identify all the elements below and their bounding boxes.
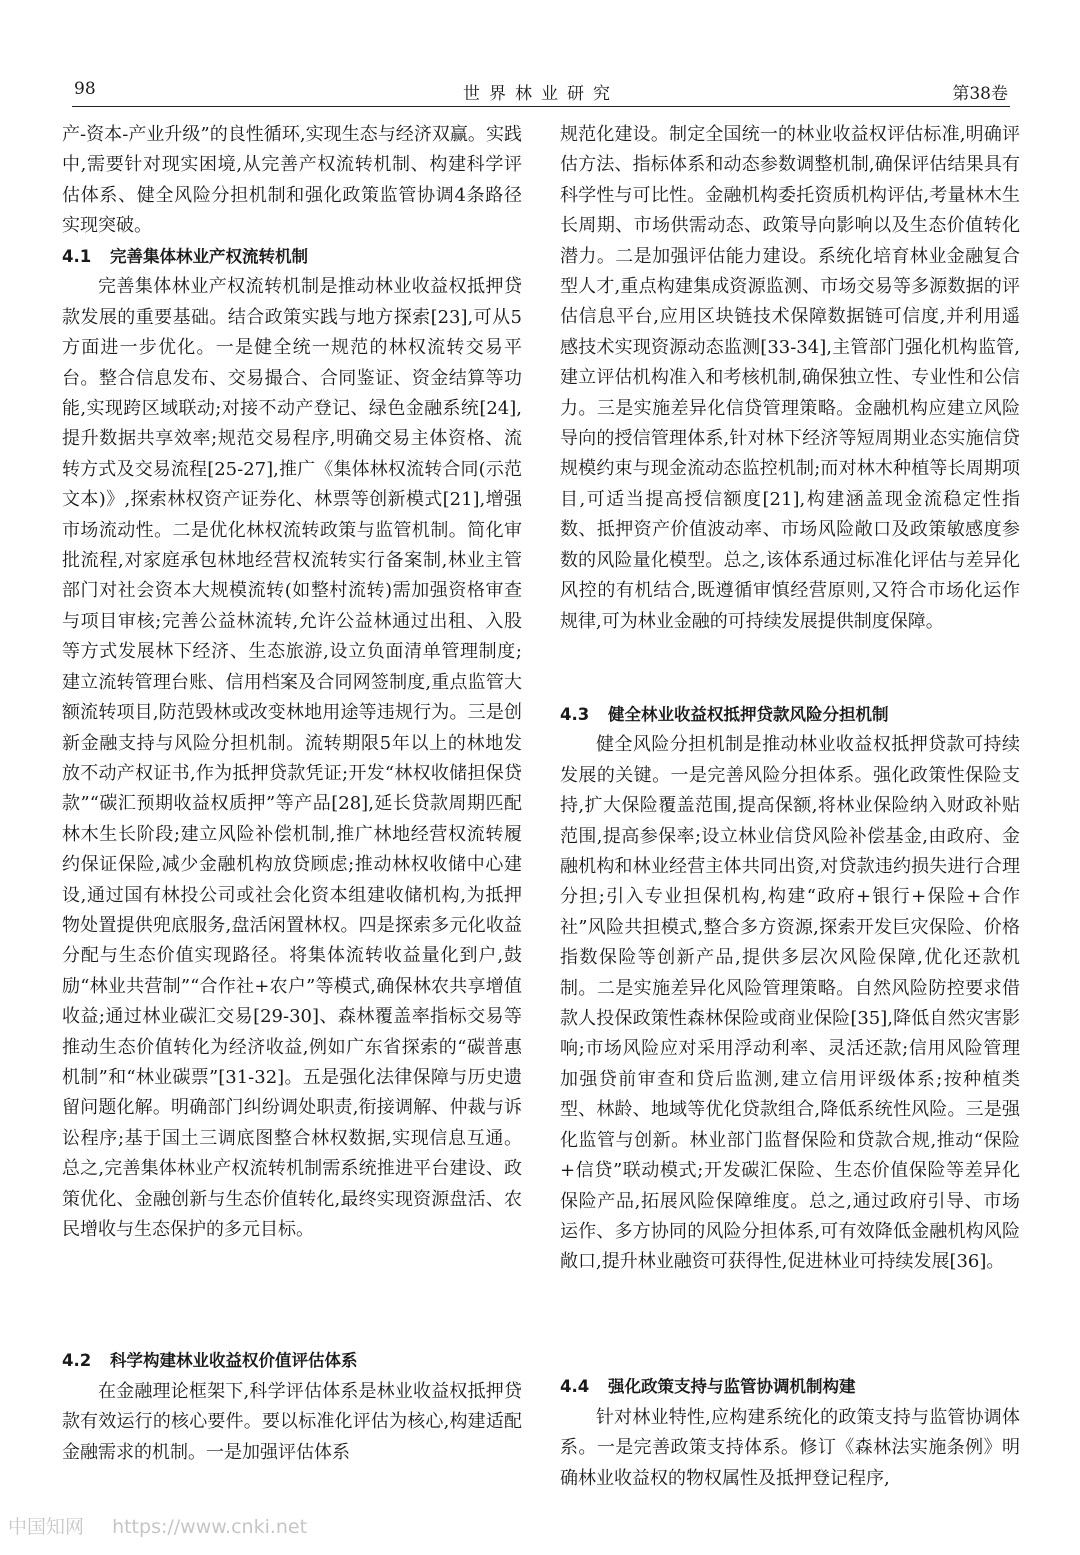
cnki-url: https://www.cnki.net <box>112 1516 308 1538</box>
section-title: 科学构建林业收益权价值评估体系 <box>110 1351 358 1371</box>
section-body-4-3: 健全风险分担机制是推动林业收益权抵押贷款可持续发展的关键。一是完善风险分担体系。强化政策性保险支持,扩大保险覆盖范围,提高保额,将林业保险纳入财政补贴范围,提高参保率;设立林业信贷风险补偿基金,由政府、金融机构和林业经营主体共同出资,对贷款违约损失进行合理分担;引入专业担保机构,构建“政府+银行+保险+合作社”风险共担模式,整合多方资源,探索开发巨灾保险、价格指数保险等创新产品,提供多层次风险保障,优化还款机制。二是实施差异化风险管理策略。自然风险防控要求借款人投保政策性森林保险或商业保险[35],降低自然灾害影响;市场风险应对采用浮动利率、灵活还款;信用风险管理加强贷前审查和贷后监测,建立信用评级体系;按种植类型、林龄、地域等优化贷款组合,降低系统性风险。三是强化监管与创新。林业部门监督保险和贷款合规,推动“保险+信贷”联动模式;开发碳汇保险、生态价值保险等差异化保险产品,拓展风险保障维度。总之,通过政府引导、市场运作、多方协同的风险分担体系,可有效降低金融机构风险敞口,提升林业融资可获得性,促进林业可持续发展[36]。 <box>560 734 1020 1273</box>
continuation-paragraph: 规范化建设。制定全国统一的林业收益权评估标准,明确评估方法、指标体系和动态参数调整机制,确保评估结果具有科学性与可比性。金融机构委托资质机构评估,考量林木生长周期、市场供需动态、政策导向影响以及生态价值转化潜力。二是加强评估能力建设。系统化培育林业金融复合型人才,重点构建集成资源监测、市场交易等多源数据的评估信息平台,应用区块链技术保障数据链可信度,并利用遥感技术实现资源动态监测[33-34],主管部门强化机构监管,建立评估机构准入和考核机制,确保独立性、专业性和公信力。三是实施差异化信贷管理策略。金融机构应建立风险导向的授信管理体系,针对林下经济等短周期业态实施信贷规模约束与现金流动态监控机制;而对林木种植等长周期项目,可适当提高授信额度[21],构建涵盖现金流稳定性指数、抵押资产价值波动率、市场风险敞口及政策敏感度参数的风险量化模型。总之,该体系通过标准化评估与差异化风控的有机结合,既遵循审慎经营原则,又符合市场化运作规律,可为林业金融的可持续发展提供制度保障。 <box>560 124 1020 632</box>
section-number: 4.2 <box>62 1351 92 1371</box>
section-title: 强化政策支持与监管协调机制构建 <box>608 1377 856 1397</box>
section-number: 4.4 <box>560 1377 590 1397</box>
section-heading-4-4 <box>560 1372 1020 1402</box>
section-body-4-2: 在金融理论框架下,科学评估体系是林业收益权抵押贷款有效运行的核心要件。要以标准化评估为核心,构建适配金融需求的机制。一是加强评估体系 <box>62 1380 522 1463</box>
volume-label: 第38卷 <box>952 84 1008 104</box>
running-header <box>72 76 1010 107</box>
section-heading-4-1 <box>62 242 522 272</box>
section-heading-4-2 <box>62 1346 522 1376</box>
right-column <box>560 120 1020 1495</box>
section-number: 4.3 <box>560 705 590 724</box>
section-body-4-1: 完善集体林业产权流转机制是推动林业收益权抵押贷款发展的重要基础。结合政策实践与地方探索[23],可从5方面进一步优化。一是健全统一规范的林权流转交易平台。整合信息发布、交易撮合、合同鉴证、资金结算等功能,实现跨区域联动;对接不动产登记、绿色金融系统[24],提升数据共享效率;规范交易程序,明确交易主体资格、流转方式及交易流程[25-27],推广《集体林权流转合同(示范文本)》,探索林权资产证券化、林票等创新模式[21],增强市场流动性。二是优化林权流转政策与监管机制。简化审批流程,对家庭承包林地经营权流转实行备案制,林业主管部门对社会资本大规模流转(如整村流转)需加强资格审查与项目审核;完善公益林流转,允许公益林通过出租、入股等方式发展林下经济、生态旅游,设立负面清单管理制度;建立流转管理台账、信用档案及合同网签制度,重点监管大额流转项目,防范毁林或改变林地用途等违规行为。三是创新金融支持与风险分担机制。流转期限5年以上的林地发放不动产权证书,作为抵押贷款凭证;开发“林权收储担保贷款”“碳汇预期收益权质押”等产品[28],延长贷款周期匹配林木生长阶段;建立风险补偿机制,推广林地经营权流转履约保证保险,减少金融机构放贷顾虑;推动林权收储中心建设,通过国有林投公司或社会化资本组建收储机构,为抵押物处置提供兜底服务,盘活闲置林权。四是探索多元化收益分配与生态价值实现路径。将集体流转收益量化到户,鼓励“林业共营制”“合作社+农户”等模式,确保林农共享增值收益;通过林业碳汇交易[29-30]、森林覆盖率指标交易等推动生态价值转化为经济收益,例如广东省探索的“碳普惠机制”和“林业碳票”[31-32]。五是强化法律保障与历史遗留问题化解。明确部门纠纷调处职责,衔接调解、仲裁与诉讼程序;基于国土三调底图整合林权数据,实现信息互通。总之,完善集体林业产权流转机制需系统推进平台建设、政策优化、金融创新与生态价值转化,最终实现资源盘活、农民增收与生态保护的多元目标。 <box>62 276 522 1240</box>
intro-paragraph: 产-资本-产业升级”的良性循环,实现生态与经济双赢。实践中,需要针对现实困境,从完善产权流转机制、构建科学评估体系、健全风险分担机制和强化政策监管协调4条路径实现突破。 <box>62 124 522 237</box>
section-body-4-4: 针对林业特性,应构建系统化的政策支持与监管协调体系。一是完善政策支持体系。修订《森林法实施条例》明确林业收益权的物权属性及抵押登记程序, <box>560 1406 1020 1489</box>
section-number: 4.1 <box>62 247 92 266</box>
section-heading-4-3 <box>560 700 1020 730</box>
page-number: 98 <box>74 79 96 99</box>
cnki-watermark <box>8 1512 307 1539</box>
section-title: 健全林业收益权抵押贷款风险分担机制 <box>608 705 889 724</box>
left-column <box>62 120 522 1469</box>
cnki-logo-text: 中国知网 <box>8 1516 85 1538</box>
journal-title: 世界林业研究 <box>463 84 619 104</box>
section-title: 完善集体林业产权流转机制 <box>110 247 308 266</box>
